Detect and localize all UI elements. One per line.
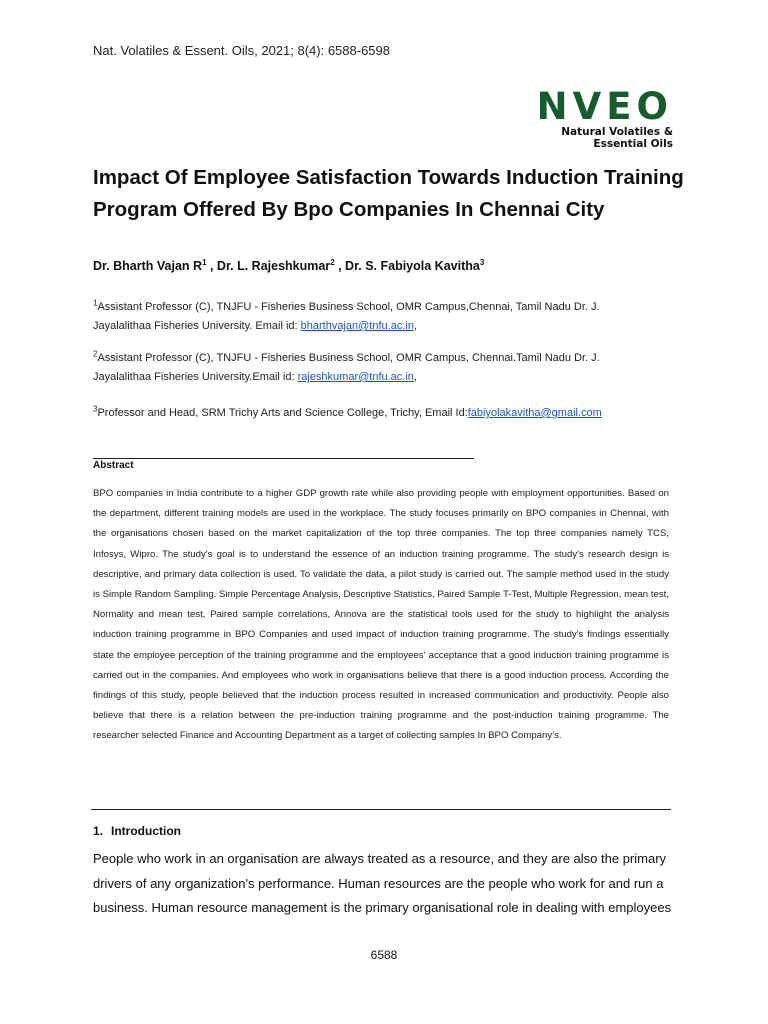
section-heading [93, 824, 181, 838]
affiliation-1-trailing: , [413, 320, 418, 332]
author-2: , Dr. L. Rajeshkumar [206, 259, 331, 273]
page-number: 6588 [370, 948, 398, 962]
paper-title-line2: Program Offered By Bpo Companies In Chennai City [93, 198, 605, 221]
logo-wordmark: NVEO [536, 85, 673, 128]
affiliation-3-marker: 3 [93, 404, 98, 414]
author-3-affil-marker: 3 [479, 257, 485, 267]
affiliation-1 [93, 298, 693, 336]
section-divider [91, 809, 671, 810]
affiliation-3-line1: Professor and Head, SRM Trichy Arts and Science College, Trichy, Email Id: [97, 407, 468, 419]
logo-subtitle-line2: Essential Oils [593, 138, 673, 150]
author-1: Dr. Bharth Vajan R [93, 259, 203, 273]
author-1-affil-marker: 1 [202, 257, 207, 267]
abstract-body: BPO companies in India contribute to a higher GDP growth rate while also providing people with employment opportunities. Based on the department, different training models are used in the workplace. The study focuses primarily on BPO companies in Chennai, with the organisations chosen based on the market capitalization of the top three companies. The top three companies namely TCS, Infosys, Wipro. The study's goal is to understand the essence of an induction training programme. The study's research design is descriptive, and primary data collection is used. To validate the data, a pilot study is carried out. The sample method used in the study is Simple Random Sampling. Simple Percentage Analysis, Descriptive Statistics, Paired Sample T-Test, Multiple Regression, mean test, Normality and mean test, Paired sample correlations, Annova are the statistical tools used for the study to highlight the analysis induction training programme in BPO Companies and used impact of induction training programme. The study's findings essentially state the employee perception of the training programme and the employees' acceptance that a good induction training programme is carried out in the companies. And employees who work in organisations believe that there is a good induction process. According the findings of this study, people believed that the induction process resulted in increased communication and productivity. People also believe that there is a relation between the pre-induction training programme and the post-induction training programme. The researcher selected Finance and Accounting Department as a target of collecting samples In BPO Company’s. [93, 488, 669, 742]
affiliation-2 [93, 349, 693, 387]
affiliation-2-marker: 2 [93, 349, 98, 359]
journal-logo [533, 85, 673, 150]
affiliation-2-line1: Assistant Professor (C), TNJFU - Fisheries Business School, OMR Campus, Chennai.Tamil Nadu Dr. J. [97, 352, 600, 364]
section-number: 1. [93, 824, 104, 838]
affiliation-1-marker: 1 [93, 298, 98, 308]
author-list [93, 259, 484, 273]
affiliation-1-line1: Assistant Professor (C), TNJFU - Fisheries Business School, OMR Campus,Chennai, Tamil Nadu Dr. J. [97, 301, 600, 313]
affiliation-2-email-link[interactable]: rajeshkumar@tnfu.ac.in [297, 371, 414, 383]
affiliation-2-line2: Jayalalithaa Fisheries University.Email id: [93, 371, 298, 383]
paper-title [93, 162, 703, 226]
affiliation-3 [93, 404, 693, 423]
author-2-affil-marker: 2 [330, 257, 335, 267]
abstract-heading: Abstract [93, 460, 134, 471]
paper-title-line1: Impact Of Employee Satisfaction Towards Induction Training [93, 166, 684, 189]
logo-subtitle-line1: Natural Volatiles & [561, 126, 673, 138]
author-3: , Dr. S. Fabiyola Kavitha [334, 259, 480, 273]
section-title: Introduction [111, 824, 181, 838]
journal-citation: Nat. Volatiles & Essent. Oils, 2021; 8(4): 6588-6598 [93, 43, 391, 58]
affiliation-1-line2: Jayalalithaa Fisheries University. Email id: [93, 320, 301, 332]
introduction-body: People who work in an organisation are always treated as a resource, and they are also the primary drivers of any organization's performance. Human resources are the people who work for and run a business. Human resource management is the primary organisational role in dealing with employees [93, 851, 672, 915]
affiliation-2-trailing: , [413, 371, 417, 383]
abstract-divider [93, 458, 474, 459]
affiliation-1-email-link[interactable]: bharthvajan@tnfu.ac.in [300, 320, 414, 332]
affiliation-3-email-link[interactable]: fabiyolakavitha@gmail.com [467, 407, 602, 419]
